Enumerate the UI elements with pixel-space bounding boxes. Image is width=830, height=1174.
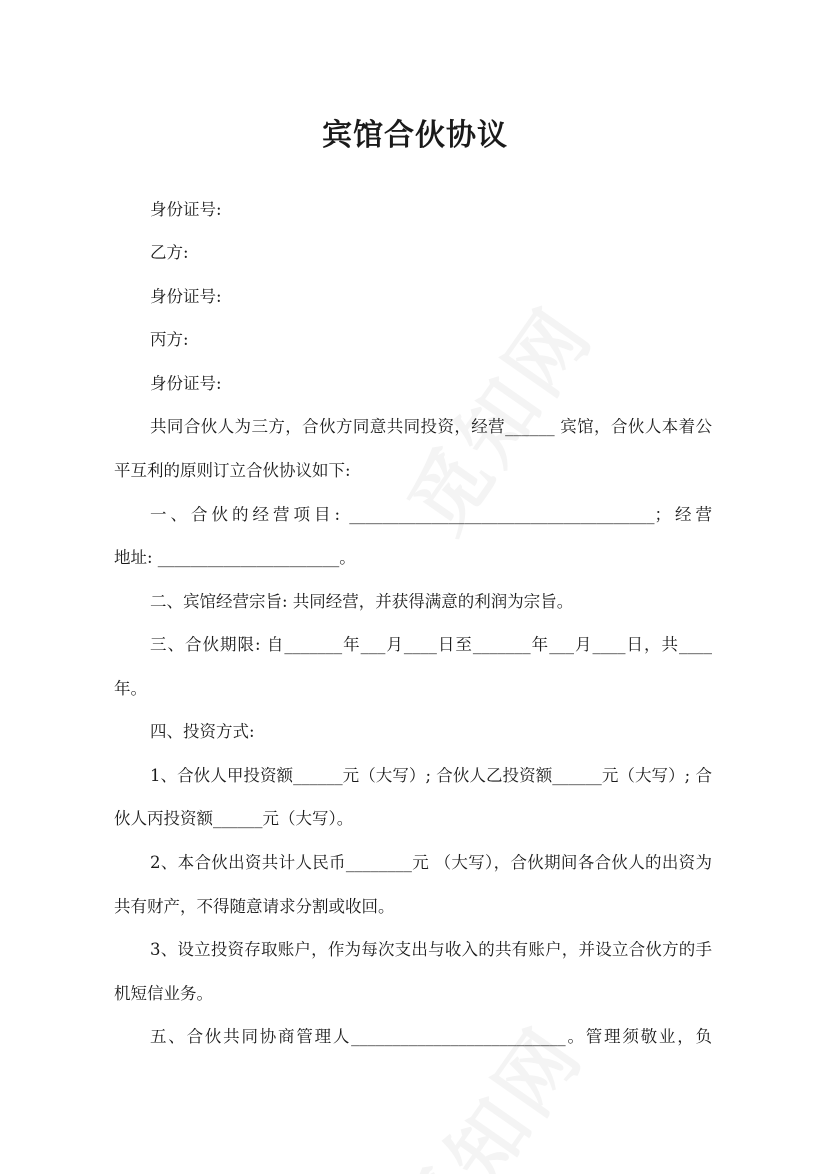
paragraph-line: 3、设立投资存取账户，作为每次支出与收入的共有账户，并设立合伙方的手	[150, 940, 712, 959]
paragraph-line: 乙方:	[150, 243, 189, 262]
paragraph-line: 伙人丙投资额______元（大写）。	[114, 809, 354, 828]
paragraph-line: 年。	[114, 679, 147, 698]
paragraph-line: 身份证号:	[150, 200, 222, 219]
paragraph-line: 身份证号:	[150, 287, 222, 306]
paragraph-line: 丙方:	[150, 330, 189, 349]
paragraph-line: 二、宾馆经营宗旨: 共同经营，并获得满意的利润为宗旨。	[150, 592, 574, 611]
paragraph-line: 共同合伙人为三方，合伙方同意共同投资，经营______ 宾馆，合伙人本着公	[150, 417, 712, 436]
document-title: 宾馆合伙协议	[322, 118, 508, 153]
paragraph-line: 身份证号:	[150, 374, 222, 393]
paragraph-line: 共有财产，不得随意请求分割或收回。	[114, 897, 395, 916]
paragraph-line: 三、合伙期限: 自_______年___月____日至_______年___月____日，共____	[150, 635, 712, 654]
paragraph-line: 平互利的原则订立合伙协议如下:	[114, 461, 351, 480]
paragraph-line: 地址: ______________________。	[114, 548, 356, 567]
paragraph-line: 机短信业务。	[114, 984, 213, 1003]
paragraph-line: 2、本合伙出资共计人民币________元 （大写），合伙期间各合伙人的出资为	[150, 853, 712, 872]
paragraph-line: 1、合伙人甲投资额______元（大写）; 合伙人乙投资额______元（大写）; 合	[150, 766, 712, 785]
paragraph-line: 四、投资方式:	[150, 722, 255, 741]
paragraph-line: 五、合伙共同协商管理人__________________________。管理须敬业，负	[150, 1027, 712, 1046]
paragraph-line: 一、合伙的经营项目: _____________________________________；经营	[150, 505, 712, 524]
